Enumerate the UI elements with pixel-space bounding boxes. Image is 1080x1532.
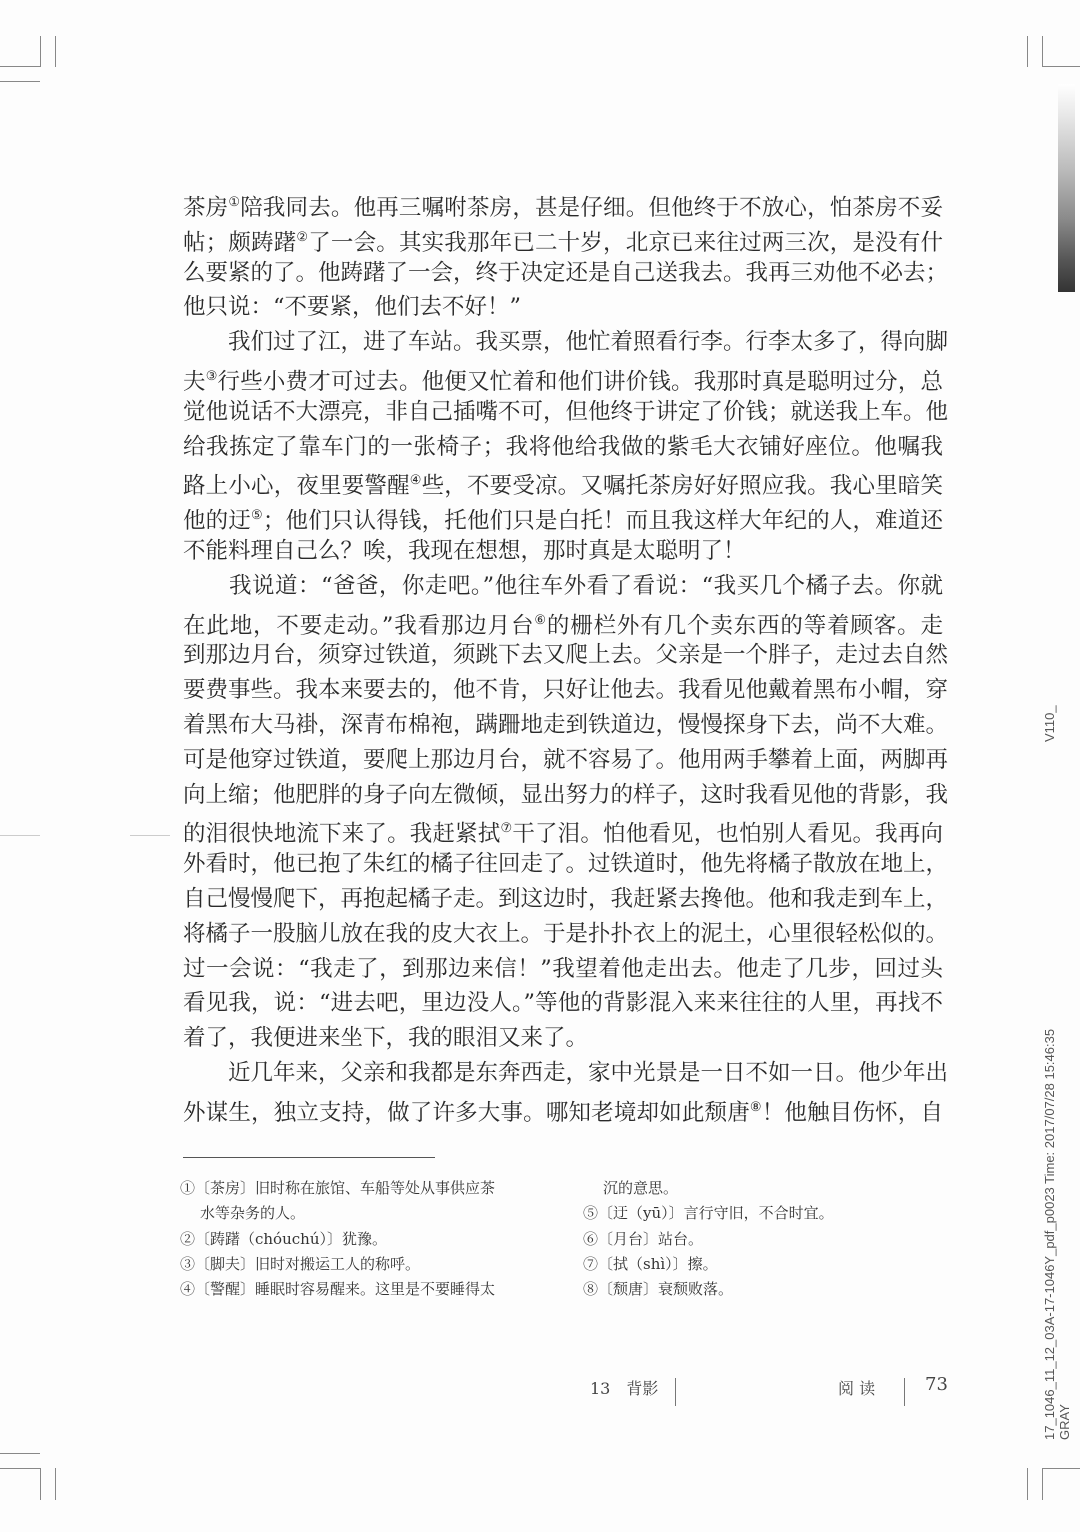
- footer-separator: [675, 1378, 676, 1406]
- text-run: 要费事些。我本来要去的，他不肯，只好让他去。我看见他戴着黑布小帽，穿: [183, 677, 949, 704]
- footnote-marker: ⑧: [749, 1099, 762, 1115]
- crop-mark: [1042, 66, 1080, 67]
- text-run: 的栅栏外有几个卖东西的等着顾客。走: [546, 612, 943, 639]
- crop-mark: [1027, 1468, 1028, 1500]
- text-line: [183, 221, 943, 256]
- text-line: [183, 812, 943, 847]
- text-run: 在此地，不要走动。”我看那边月台: [183, 612, 535, 639]
- footnote-marker: ③: [205, 368, 218, 384]
- text-run: 近几年来，父亲和我都是东奔西走，家中光景是一日不如一日。他少年出: [183, 1059, 949, 1086]
- text-run: 些，不要受凉。又嘱托茶房好好照应我。我心里暗笑: [421, 473, 943, 500]
- text-run: 帖；颇踌躇: [183, 229, 297, 256]
- crop-mark: [0, 66, 40, 67]
- crop-mark: [1042, 1468, 1080, 1469]
- footnote-marker: ②: [296, 229, 309, 245]
- text-line: [183, 847, 949, 882]
- text-run: 外谋生，独立支持，做了许多大事。哪知老境却如此颓唐: [183, 1099, 750, 1126]
- registration-dash: [0, 835, 40, 836]
- text-run: 着了，我便进来坐下，我的眼泪又来了。: [183, 1025, 589, 1052]
- footnote: ⑥〔月台〕站台。: [583, 1229, 704, 1248]
- footnote: 水等杂务的人。: [200, 1204, 306, 1223]
- text-line: [183, 499, 943, 534]
- version-mark: V110_: [1042, 705, 1057, 742]
- footer-separator: [904, 1378, 905, 1406]
- footnote: ⑤〔迂（yū）〕言行守旧，不合时宜。: [583, 1204, 834, 1223]
- text-line: [183, 290, 943, 325]
- text-line: [183, 186, 943, 221]
- text-line: [183, 638, 949, 673]
- registration-dash: [130, 835, 170, 836]
- text-run: ；他们只认得钱，托他们只是白托！而且我这样大年纪的人，难道还: [262, 508, 943, 535]
- lesson-title: 13 背影: [590, 1379, 659, 1398]
- crop-mark: [55, 36, 56, 67]
- footnote-rule: [183, 1157, 435, 1158]
- footnote-marker: ④: [409, 473, 422, 489]
- text-run: 他只说：“不要紧，他们去不好！”: [183, 294, 522, 321]
- text-line: [183, 395, 949, 430]
- footnote-marker: ⑦: [500, 821, 513, 837]
- text-line: [183, 1021, 943, 1056]
- text-line: [183, 882, 949, 917]
- text-line: [183, 673, 949, 708]
- footnote: ⑦〔拭（shì）〕擦。: [583, 1254, 718, 1273]
- print-job-info: 17_1046_11_12_03A-17-1046Y_pdf_p0023 Time: 2017/07/28 15:46:35: [1042, 1028, 1057, 1440]
- text-run: 觉他说话不大漂亮，非自己插嘴不可，但他终于讲定了价钱；就送我上车。他: [183, 398, 949, 425]
- text-run: 将橘子一股脑儿放在我的皮大衣上。于是扑扑衣上的泥土，心里很轻松似的。: [183, 920, 949, 947]
- text-line: [183, 569, 943, 604]
- text-run: 看见我，说：“进去吧，里边没人。”等他的背影混入来来往往的人里，再找不: [183, 990, 943, 1017]
- footnotes-left: [180, 1176, 495, 1302]
- text-run: 给我拣定了靠车门的一张椅子；我将他给我做的紫毛大衣铺好座位。他嘱我: [183, 433, 943, 460]
- text-line: [183, 743, 949, 778]
- text-run: 外看时，他已抱了朱红的橘子往回走了。过铁道时，他先将橘子散放在地上，: [183, 851, 949, 878]
- text-run: 可是他穿过铁道，要爬上那边月台，就不容易了。他用两手攀着上面，两脚再: [183, 746, 949, 773]
- text-line: [183, 917, 949, 952]
- text-run: 的泪很快地流下来了。我赶紧拭: [183, 821, 501, 848]
- footnote-marker: ①: [228, 195, 241, 210]
- article-body: [183, 186, 949, 1126]
- text-run: 夫: [183, 368, 206, 395]
- footnote: ⑧〔颓唐〕衰颓败落。: [583, 1280, 734, 1299]
- text-run: 不能料理自己么？唉，我现在想想，那时真是太聪明了！: [183, 537, 746, 564]
- crop-mark: [0, 81, 40, 82]
- text-line: [183, 604, 943, 639]
- crop-mark: [40, 36, 41, 67]
- crop-mark: [1042, 36, 1043, 67]
- text-line: [183, 464, 943, 499]
- footnote: ③〔脚夫〕旧时对搬运工人的称呼。: [180, 1254, 421, 1273]
- crop-mark: [1027, 36, 1028, 67]
- text-run: 陪我同去。他再三嘱咐茶房，甚是仔细。但他终于不放心，怕茶房不妥: [240, 195, 943, 221]
- text-line: [183, 430, 943, 465]
- text-run: 干了泪。怕他看见，也怕别人看见。我再向: [512, 821, 943, 848]
- footnote: ①〔茶房〕旧时称在旅馆、车船等处从事供应茶: [180, 1179, 496, 1197]
- text-run: 着黑布大马褂，深青布棉袍，蹒跚地走到铁道边，慢慢探身下去，尚不大难。: [183, 711, 949, 738]
- footnote: ②〔踌躇（chóuchú）〕犹豫。: [180, 1229, 387, 1248]
- footnote: ④〔警醒〕睡眠时容易醒来。这里是不要睡得太: [180, 1280, 496, 1299]
- text-run: 了一会。其实我那年已二十岁，北京已来往过两三次，是没有什: [308, 229, 943, 256]
- text-run: 过一会说：“我走了，到那边来信！”我望着他走出去。他走了几步，回过头: [183, 955, 943, 982]
- text-line: [183, 986, 943, 1021]
- text-run: 行些小费才可过去。他便又忙着和他们讲价钱。我那时真是聪明过分，总: [217, 368, 943, 395]
- text-line: [183, 1091, 943, 1126]
- text-run: 到那边月台，须穿过铁道，须跳下去又爬上去。父亲是一个胖子，走过去自然: [183, 642, 949, 669]
- text-run: 我说道：“爸爸，你走吧。”他往车外看了看说：“我买几个橘子去。你就: [183, 572, 943, 599]
- page-number: 73: [925, 1374, 948, 1395]
- text-run: 向上缩；他肥胖的身子向左微倾，显出努力的样子，这时我看见他的背影，我: [183, 781, 949, 808]
- text-line: [183, 952, 943, 987]
- text-line: [183, 256, 949, 291]
- text-run: ！他触目伤怀，自: [761, 1099, 943, 1126]
- text-line: [183, 1056, 949, 1091]
- text-line: [183, 708, 949, 743]
- crop-mark: [40, 1468, 41, 1500]
- crop-mark: [0, 1453, 40, 1454]
- text-run: 路上小心，夜里要警醒: [183, 473, 410, 500]
- footnote-marker: ⑤: [251, 508, 263, 524]
- gray-scale-bar: [1058, 84, 1075, 292]
- text-line: [183, 778, 949, 813]
- section-label: 阅 读: [838, 1379, 876, 1398]
- crop-mark: [0, 1468, 40, 1469]
- crop-mark: [1042, 1468, 1043, 1500]
- text-run: 茶房: [183, 195, 229, 221]
- text-run: 我们过了江，进了车站。我买票，他忙着照看行李。行李太多了，得向脚: [183, 329, 949, 356]
- footnote: 沉的意思。: [603, 1179, 679, 1197]
- color-mode: GRAY: [1057, 1404, 1072, 1440]
- text-run: 他的迂: [183, 508, 252, 535]
- text-line: [183, 534, 943, 569]
- text-run: 么要紧的了。他踌躇了一会，终于决定还是自己送我去。我再三劝他不必去；: [183, 259, 949, 286]
- crop-mark: [55, 1468, 56, 1500]
- text-run: 自己慢慢爬下，再抱起橘子走。到这边时，我赶紧去搀他。他和我走到车上，: [183, 885, 949, 912]
- text-line: [183, 325, 949, 360]
- footnote-marker: ⑥: [534, 612, 547, 628]
- footnotes-right: [583, 1176, 834, 1302]
- text-line: [183, 360, 943, 395]
